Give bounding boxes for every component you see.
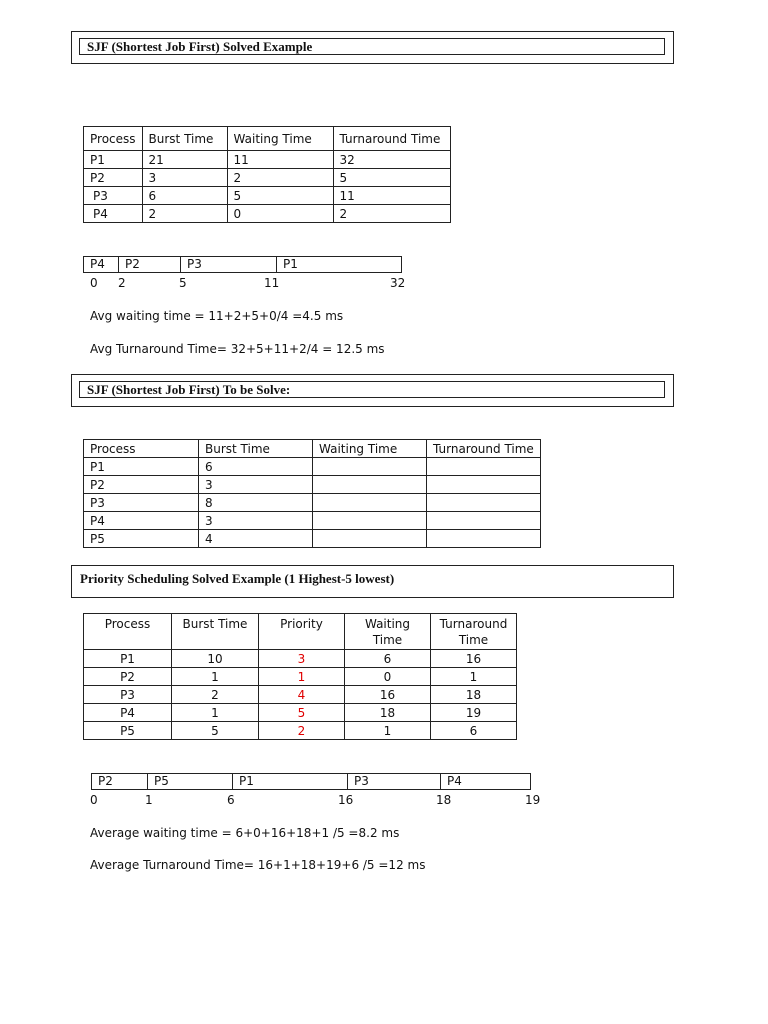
- priority-cell: 1: [259, 668, 345, 686]
- section1-avg-waiting: Avg waiting time = 11+2+5+0/4 =4.5 ms: [90, 309, 344, 323]
- cell: [427, 458, 541, 476]
- cell: [313, 476, 427, 494]
- gantt-tick: 32: [390, 276, 406, 290]
- section3-gantt-chart: [91, 773, 531, 790]
- table-row: [84, 512, 541, 530]
- table-row: [84, 494, 541, 512]
- cell: 4: [199, 530, 313, 548]
- cell: 1: [172, 668, 259, 686]
- section1-gantt-chart: [83, 256, 402, 273]
- header-turnaround-time: Turnaround Time: [333, 127, 450, 151]
- gantt-tick: 18: [436, 793, 452, 807]
- gantt-tick: 1: [145, 793, 153, 807]
- header-turnaround-time: Turnaround Time: [431, 614, 517, 650]
- header-priority: Priority: [259, 614, 345, 650]
- cell: 5: [172, 722, 259, 740]
- cell: 2: [227, 169, 333, 187]
- cell: [427, 530, 541, 548]
- table-row: [84, 704, 517, 722]
- gantt-cell: P3: [348, 774, 441, 789]
- header-waiting-time: Waiting Time: [227, 127, 333, 151]
- gantt-cell: P1: [283, 257, 298, 271]
- table-row: [84, 187, 451, 205]
- section2-heading-frame: [71, 374, 674, 407]
- cell: [313, 512, 427, 530]
- header-burst-time: Burst Time: [142, 127, 227, 151]
- header-turnaround-time: Turnaround Time: [427, 440, 541, 458]
- section3-avg-waiting: Average waiting time = 6+0+16+18+1 /5 =8.2 ms: [90, 826, 400, 840]
- table-row: [84, 476, 541, 494]
- cell: P3: [84, 686, 172, 704]
- cell: P1: [84, 650, 172, 668]
- cell: 2: [172, 686, 259, 704]
- cell: P3: [84, 494, 199, 512]
- cell: [427, 512, 541, 530]
- priority-cell: 4: [259, 686, 345, 704]
- cell: 32: [333, 151, 450, 169]
- cell: 18: [345, 704, 431, 722]
- cell: P5: [84, 722, 172, 740]
- cell: 16: [431, 650, 517, 668]
- cell: 5: [227, 187, 333, 205]
- gantt-cell: P2: [119, 257, 181, 272]
- gantt-tick: 0: [90, 276, 98, 290]
- cell: 2: [142, 205, 227, 223]
- priority-cell: 3: [259, 650, 345, 668]
- table-row: [84, 530, 541, 548]
- cell: 6: [142, 187, 227, 205]
- cell: P1: [84, 458, 199, 476]
- cell: 3: [199, 476, 313, 494]
- gantt-tick: 5: [179, 276, 187, 290]
- header-waiting-time: Waiting Time: [313, 440, 427, 458]
- section1-table: [83, 126, 451, 223]
- priority-cell: 5: [259, 704, 345, 722]
- table-row: [84, 205, 451, 223]
- cell: 5: [333, 169, 450, 187]
- cell: P4: [84, 704, 172, 722]
- header-burst-time: Burst Time: [199, 440, 313, 458]
- cell: 1: [431, 668, 517, 686]
- section2-heading: SJF (Shortest Job First) To be Solve:: [79, 381, 665, 398]
- cell: 8: [199, 494, 313, 512]
- cell: 1: [172, 704, 259, 722]
- cell: 19: [431, 704, 517, 722]
- cell: [313, 458, 427, 476]
- section1-heading-frame: [71, 31, 674, 64]
- table-row: [84, 458, 541, 476]
- table-row: [84, 686, 517, 704]
- cell: P2: [84, 476, 199, 494]
- gantt-cell: P2: [92, 774, 148, 789]
- table-row: [84, 151, 451, 169]
- section3-avg-turnaround: Average Turnaround Time= 16+1+18+19+6 /5 =12 ms: [90, 858, 426, 872]
- table-row: [84, 169, 451, 187]
- cell: P4: [84, 205, 143, 223]
- section3-heading: Priority Scheduling Solved Example (1 Highest-5 lowest): [71, 565, 674, 598]
- table-row: [84, 668, 517, 686]
- cell: 11: [333, 187, 450, 205]
- cell: P4: [84, 512, 199, 530]
- cell: 6: [199, 458, 313, 476]
- section1-heading: SJF (Shortest Job First) Solved Example: [79, 38, 665, 55]
- cell: [313, 530, 427, 548]
- gantt-tick: 0: [90, 793, 98, 807]
- table-header-row: [84, 440, 541, 458]
- cell: [427, 476, 541, 494]
- cell: 16: [345, 686, 431, 704]
- header-process: Process: [84, 614, 172, 650]
- cell: 2: [333, 205, 450, 223]
- table-row: [84, 650, 517, 668]
- table-row: [84, 722, 517, 740]
- gantt-cell: P3: [181, 257, 277, 272]
- cell: 0: [227, 205, 333, 223]
- cell: 21: [142, 151, 227, 169]
- cell: P1: [84, 151, 143, 169]
- gantt-tick: 16: [338, 793, 354, 807]
- table-header-row: [84, 614, 517, 650]
- header-burst-time: Burst Time: [172, 614, 259, 650]
- section2-table: [83, 439, 541, 548]
- gantt-cell: P5: [148, 774, 233, 789]
- cell: 3: [199, 512, 313, 530]
- gantt-cell: P4: [84, 257, 119, 272]
- cell: P5: [84, 530, 199, 548]
- cell: 6: [345, 650, 431, 668]
- gantt-tick: 2: [118, 276, 126, 290]
- gantt-tick: 11: [264, 276, 280, 290]
- cell: P2: [84, 668, 172, 686]
- header-process: Process: [84, 440, 199, 458]
- gantt-cell: P4: [447, 774, 462, 788]
- gantt-cell: P1: [233, 774, 348, 789]
- cell: P3: [84, 187, 143, 205]
- cell: P2: [84, 169, 143, 187]
- cell: 3: [142, 169, 227, 187]
- cell: 1: [345, 722, 431, 740]
- cell: 10: [172, 650, 259, 668]
- header-process: Process: [84, 127, 143, 151]
- section1-avg-turnaround: Avg Turnaround Time= 32+5+11+2/4 = 12.5 ms: [90, 342, 385, 356]
- cell: [427, 494, 541, 512]
- cell: 6: [431, 722, 517, 740]
- gantt-tick: 19: [525, 793, 541, 807]
- priority-cell: 2: [259, 722, 345, 740]
- cell: 11: [227, 151, 333, 169]
- table-header-row: [84, 127, 451, 151]
- header-waiting-time: Waiting Time: [345, 614, 431, 650]
- cell: 0: [345, 668, 431, 686]
- cell: 18: [431, 686, 517, 704]
- section3-table: [83, 613, 517, 740]
- gantt-tick: 6: [227, 793, 235, 807]
- cell: [313, 494, 427, 512]
